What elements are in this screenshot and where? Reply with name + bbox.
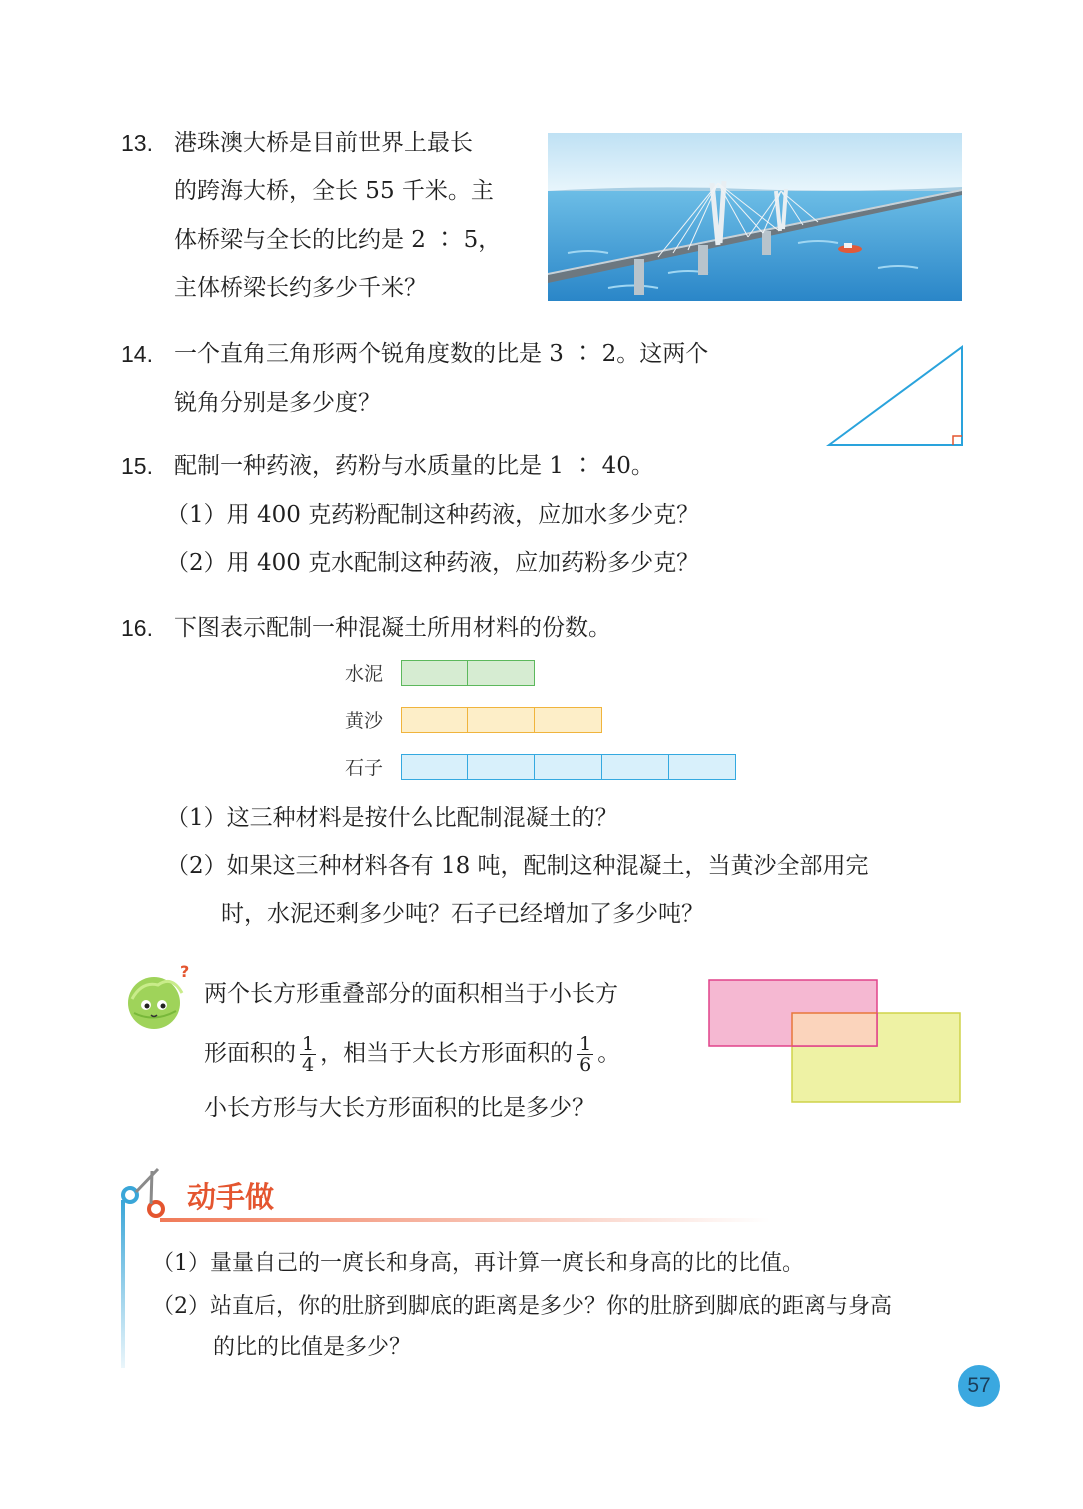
think-line-2-middle: ，相当于大长方形面积的 xyxy=(320,1040,574,1067)
fraction-numerator: 1 xyxy=(579,1033,592,1055)
question-15-part-2: （2）用 400 克水配制这种药液，应加药粉多少克？ xyxy=(166,550,700,576)
cabbage-mascot-icon xyxy=(118,963,200,1033)
question-16-number: 16. xyxy=(121,615,153,641)
bar-segment xyxy=(468,660,535,686)
question-13-line-3: 体桥梁与全长的比约是 2 ∶ 5， xyxy=(174,227,502,253)
bar-segment xyxy=(535,707,602,733)
hands-on-item-2-continued: 的比的比值是多少？ xyxy=(213,1335,412,1360)
question-14-line-1: 一个直角三角形两个锐角度数的比是 3 ∶ 2。这两个 xyxy=(174,341,709,367)
bar-segment xyxy=(468,707,535,733)
scissors-icon xyxy=(118,1165,174,1221)
question-13-line-1: 港珠澳大桥是目前世界上最长 xyxy=(174,130,473,156)
bar-segment xyxy=(669,754,736,780)
fraction-one-quarter xyxy=(300,1034,316,1075)
question-16-part-2: （2）如果这三种材料各有 18 吨，配制这种混凝土，当黄沙全部用完 xyxy=(166,853,869,879)
fraction-denominator: 6 xyxy=(579,1054,592,1076)
bar-label-sand: 黄沙 xyxy=(345,710,384,732)
think-line-2-start: 形面积的 xyxy=(204,1040,296,1067)
bar-label-cement: 水泥 xyxy=(345,663,384,685)
think-line-3: 小长方形与大长方形面积的比是多少？ xyxy=(204,1095,595,1121)
question-16-stem: 下图表示配制一种混凝土所用材料的份数。 xyxy=(174,615,611,641)
think-line-2-end: 。 xyxy=(597,1040,621,1067)
bar-stone xyxy=(401,754,736,780)
question-13-line-4: 主体桥梁长约多少千米？ xyxy=(174,275,427,301)
fraction-one-sixth xyxy=(577,1034,593,1075)
page-number: 57 xyxy=(958,1365,1000,1407)
fraction-numerator: 1 xyxy=(302,1033,315,1055)
section-side-bar xyxy=(121,1200,125,1368)
bar-segment xyxy=(401,660,468,686)
question-16-part-1: （1）这三种材料是按什么比配制混凝土的？ xyxy=(166,805,618,831)
question-15-stem: 配制一种药液，药粉与水质量的比是 1 ∶ 40。 xyxy=(174,453,654,479)
bar-segment xyxy=(401,754,468,780)
question-13-number: 13. xyxy=(121,130,153,156)
question-13-line-2: 的跨海大桥，全长 55 千米。主 xyxy=(174,178,494,204)
question-15-number: 15. xyxy=(121,453,153,479)
hands-on-underline xyxy=(160,1218,770,1222)
hands-on-title: 动手做 xyxy=(187,1180,275,1214)
bar-segment xyxy=(468,754,535,780)
right-triangle-figure xyxy=(826,344,966,448)
think-line-1: 两个长方形重叠部分的面积相当于小长方 xyxy=(204,981,618,1007)
hands-on-item-1: （1）量量自己的一庹长和身高，再计算一庹长和身高的比的比值。 xyxy=(152,1251,804,1276)
hands-on-item-2: （2）站直后，你的肚脐到脚底的距离是多少？你的肚脐到脚底的距离与身高 xyxy=(152,1294,892,1319)
bar-sand xyxy=(401,707,602,733)
bridge-illustration xyxy=(548,133,962,301)
question-14-line-2: 锐角分别是多少度？ xyxy=(174,390,381,416)
bar-cement xyxy=(401,660,535,686)
fraction-denominator: 4 xyxy=(302,1054,315,1076)
question-14-number: 14. xyxy=(121,341,153,367)
overlapping-rectangles-figure xyxy=(707,978,963,1104)
think-line-2 xyxy=(204,1034,620,1075)
bar-segment xyxy=(602,754,669,780)
svg-text:?: ? xyxy=(180,963,190,981)
bar-label-stone: 石子 xyxy=(345,757,384,779)
question-15-part-1: （1）用 400 克药粉配制这种药液，应加水多少克？ xyxy=(166,502,700,528)
bar-segment xyxy=(535,754,602,780)
question-16-part-2-continued: 时，水泥还剩多少吨？石子已经增加了多少吨？ xyxy=(221,901,704,927)
bar-segment xyxy=(401,707,468,733)
